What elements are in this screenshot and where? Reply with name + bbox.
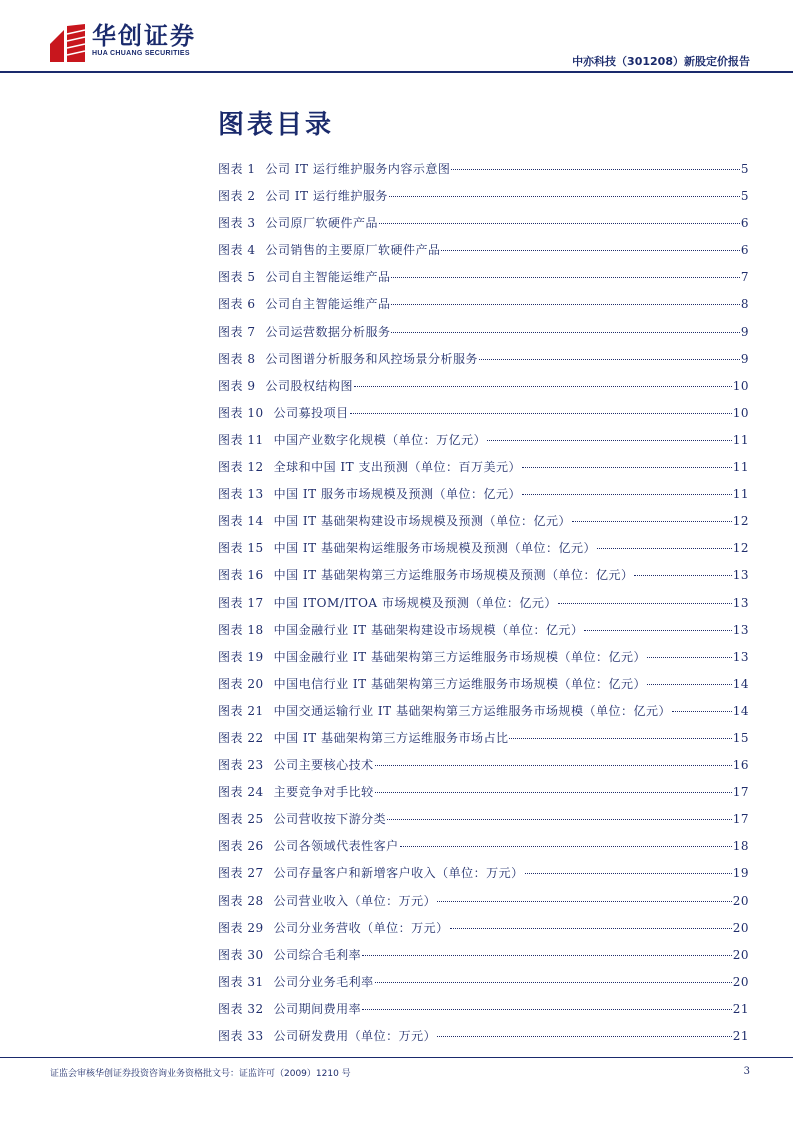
report-title: 中亦科技（301208）新股定价报告 [572, 55, 750, 68]
toc-entry-title: 全球和中国 IT 支出预测（单位：百万美元） [273, 460, 521, 475]
toc-entry-page: 8 [740, 297, 749, 312]
toc-dot-leader [389, 196, 740, 197]
toc-entry-title: 中国交通运输行业 IT 基础架构第三方运维服务市场规模（单位：亿元） [273, 703, 671, 718]
toc-entry[interactable] [218, 404, 749, 431]
toc-entry-number: 图表 9 [218, 378, 256, 393]
header-divider [0, 71, 793, 73]
toc-entry-page: 10 [732, 378, 749, 393]
toc-entry-number: 图表 12 [218, 460, 264, 475]
toc-entry[interactable] [218, 973, 749, 1000]
toc-entry-page: 5 [740, 189, 749, 204]
toc-entry-page: 13 [732, 649, 749, 664]
toc-dot-leader [522, 467, 732, 468]
toc-entry-number: 图表 6 [218, 297, 256, 312]
toc-dot-leader [387, 819, 732, 820]
toc-entry-number: 图表 17 [218, 595, 264, 610]
toc-entry-title: 公司研发费用（单位：万元） [273, 1029, 437, 1043]
toc-entry-number: 图表 16 [218, 568, 264, 583]
toc-entry-title: 中国 IT 基础架构第三方运维服务市场规模及预测（单位：亿元） [273, 568, 634, 583]
toc-entry-page: 18 [732, 839, 749, 854]
toc-entry-page: 13 [732, 595, 749, 610]
toc-entry-title: 公司自主智能运维产品 [265, 297, 391, 312]
toc-dot-leader [391, 304, 739, 305]
toc-dot-leader [375, 792, 732, 793]
toc-entry[interactable] [218, 214, 749, 241]
toc-dot-leader [647, 684, 732, 685]
toc-entry-title: 中国 IT 基础架构建设市场规模及预测（单位：亿元） [273, 514, 571, 529]
toc-entry-number: 图表 23 [218, 758, 264, 773]
toc-dot-leader [597, 548, 732, 549]
toc-entry-page: 16 [732, 758, 749, 773]
toc-dot-leader [672, 711, 732, 712]
toc-entry-page: 7 [740, 270, 749, 285]
toc-entry-number: 图表 7 [218, 324, 256, 339]
toc-entry-page: 21 [732, 1029, 749, 1043]
toc-entry-number: 图表 26 [218, 839, 264, 854]
toc-entry-title: 公司 IT 运行维护服务 [265, 189, 388, 204]
toc-entry-title: 公司主要核心技术 [273, 758, 374, 773]
toc-entry[interactable] [218, 864, 749, 891]
toc-entry-page: 17 [732, 812, 749, 827]
toc-entry-title: 公司 IT 运行维护服务内容示意图 [265, 162, 451, 176]
toc-entry[interactable] [218, 1027, 749, 1054]
toc-entry-page: 5 [740, 162, 749, 176]
table-of-figures [218, 160, 749, 1054]
page-header [0, 0, 793, 76]
toc-entry-title: 公司营收按下游分类 [273, 812, 387, 827]
toc-dot-leader [451, 169, 740, 170]
toc-entry[interactable] [218, 458, 749, 485]
toc-entry-number: 图表 24 [218, 785, 264, 800]
toc-dot-leader [437, 1036, 732, 1037]
toc-dot-leader [487, 440, 732, 441]
toc-entry[interactable] [218, 892, 749, 919]
toc-entry-title: 公司分业务营收（单位：万元） [273, 920, 449, 935]
toc-entry[interactable] [218, 648, 749, 675]
toc-entry-number: 图表 4 [218, 243, 256, 258]
page-number: 3 [743, 1066, 750, 1077]
toc-entry-page: 9 [740, 351, 749, 366]
toc-entry-page: 21 [732, 1001, 749, 1016]
toc-entry-number: 图表 32 [218, 1001, 264, 1016]
logo-chinese-name: 华创证券 [92, 22, 196, 50]
toc-dot-leader [509, 738, 731, 739]
toc-entry[interactable] [218, 783, 749, 810]
toc-entry-page: 11 [732, 432, 749, 447]
toc-entry-page: 12 [732, 514, 749, 529]
toc-dot-leader [525, 873, 732, 874]
toc-entry-number: 图表 13 [218, 487, 264, 502]
toc-dot-leader [350, 413, 732, 414]
footer-license-text: 证监会审核华创证券投资咨询业务资格批文号：证监许可（2009）1210 号 [50, 1069, 351, 1079]
toc-entry-title: 公司营业收入（单位：万元） [273, 893, 437, 908]
logo-mark-icon [50, 24, 86, 62]
toc-dot-leader [437, 901, 732, 902]
toc-entry-number: 图表 29 [218, 920, 264, 935]
toc-heading: 图表目录 [218, 110, 335, 140]
logo-english-name: HUA CHUANG SECURITIES [92, 50, 190, 57]
toc-dot-leader [647, 657, 732, 658]
toc-entry[interactable] [218, 729, 749, 756]
toc-entry-number: 图表 25 [218, 812, 264, 827]
toc-entry[interactable] [218, 295, 749, 322]
toc-entry-title: 公司图谱分析服务和风控场景分析服务 [265, 351, 478, 366]
toc-dot-leader [522, 494, 732, 495]
toc-entry[interactable] [218, 919, 749, 946]
toc-entry-number: 图表 8 [218, 351, 256, 366]
toc-entry-page: 20 [732, 920, 749, 935]
toc-entry-title: 中国 IT 基础架构第三方运维服务市场占比 [273, 730, 509, 745]
toc-entry-page: 17 [732, 785, 749, 800]
toc-entry-page: 20 [732, 974, 749, 989]
toc-entry-page: 19 [732, 866, 749, 881]
toc-entry[interactable] [218, 837, 749, 864]
company-logo [50, 24, 196, 62]
toc-entry-title: 中国电信行业 IT 基础架构第三方运维服务市场规模（单位：亿元） [273, 676, 646, 691]
toc-entry[interactable] [218, 350, 749, 377]
toc-entry[interactable] [218, 621, 749, 648]
toc-entry-page: 9 [740, 324, 749, 339]
toc-entry-title: 公司综合毛利率 [273, 947, 362, 962]
footer-divider [0, 1057, 793, 1058]
toc-entry-number: 图表 20 [218, 676, 264, 691]
toc-entry-title: 公司期间费用率 [273, 1001, 362, 1016]
toc-entry-title: 中国 IT 基础架构运维服务市场规模及预测（单位：亿元） [273, 541, 596, 556]
toc-entry-title: 公司运营数据分析服务 [265, 324, 391, 339]
toc-entry-number: 图表 30 [218, 947, 264, 962]
toc-entry-page: 11 [732, 487, 749, 502]
toc-entry-number: 图表 2 [218, 189, 256, 204]
toc-entry-page: 6 [740, 243, 749, 258]
toc-entry-title: 主要竞争对手比较 [273, 785, 374, 800]
toc-entry[interactable] [218, 946, 749, 973]
toc-entry-page: 13 [732, 568, 749, 583]
toc-entry-title: 中国金融行业 IT 基础架构第三方运维服务市场规模（单位：亿元） [273, 649, 646, 664]
toc-dot-leader [391, 277, 739, 278]
toc-entry-title: 公司股权结构图 [265, 378, 353, 393]
toc-entry[interactable] [218, 675, 749, 702]
toc-entry-page: 6 [740, 216, 749, 231]
toc-entry-number: 图表 11 [218, 432, 264, 447]
toc-dot-leader [379, 223, 740, 224]
toc-entry[interactable] [218, 810, 749, 837]
toc-entry-number: 图表 3 [218, 216, 256, 231]
toc-dot-leader [375, 765, 732, 766]
toc-entry-number: 图表 10 [218, 405, 264, 420]
toc-entry[interactable] [218, 187, 749, 214]
toc-dot-leader [572, 521, 732, 522]
toc-entry[interactable] [218, 594, 749, 621]
toc-entry[interactable] [218, 702, 749, 729]
toc-entry-title: 中国金融行业 IT 基础架构建设市场规模（单位：亿元） [273, 622, 584, 637]
toc-dot-leader [450, 928, 732, 929]
toc-entry[interactable] [218, 566, 749, 593]
toc-entry-number: 图表 19 [218, 649, 264, 664]
toc-entry-number: 图表 14 [218, 514, 264, 529]
toc-entry-number: 图表 21 [218, 703, 264, 718]
toc-entry-page: 14 [732, 703, 749, 718]
toc-entry-number: 图表 5 [218, 270, 256, 285]
toc-entry-title: 公司自主智能运维产品 [265, 270, 391, 285]
toc-entry-page: 10 [732, 405, 749, 420]
toc-entry-page: 13 [732, 622, 749, 637]
toc-entry-page: 14 [732, 676, 749, 691]
toc-dot-leader [634, 575, 731, 576]
toc-entry-title: 公司销售的主要原厂软硬件产品 [265, 243, 441, 258]
toc-entry-title: 中国 ITOM/ITOA 市场规模及预测（单位：亿元） [273, 595, 557, 610]
toc-entry[interactable] [218, 431, 749, 458]
toc-entry-number: 图表 31 [218, 974, 264, 989]
toc-entry-title: 公司分业务毛利率 [273, 974, 374, 989]
toc-dot-leader [584, 630, 731, 631]
toc-entry[interactable] [218, 485, 749, 512]
toc-entry-title: 公司存量客户和新增客户收入（单位：万元） [273, 866, 524, 881]
toc-entry-number: 图表 33 [218, 1029, 264, 1043]
toc-dot-leader [391, 332, 739, 333]
toc-entry[interactable] [218, 1000, 749, 1027]
toc-entry[interactable] [218, 241, 749, 268]
toc-entry[interactable] [218, 756, 749, 783]
toc-dot-leader [362, 1009, 732, 1010]
toc-entry-number: 图表 18 [218, 622, 264, 637]
toc-entry-page: 20 [732, 947, 749, 962]
toc-entry-number: 图表 1 [218, 162, 256, 176]
toc-entry[interactable] [218, 539, 749, 566]
toc-entry[interactable] [218, 512, 749, 539]
toc-entry-number: 图表 15 [218, 541, 264, 556]
toc-entry-number: 图表 22 [218, 730, 264, 745]
toc-entry-title: 公司各领域代表性客户 [273, 839, 399, 854]
toc-entry[interactable] [218, 268, 749, 295]
toc-dot-leader [441, 250, 739, 251]
toc-entry-title: 中国 IT 服务市场规模及预测（单位：亿元） [273, 487, 521, 502]
toc-entry-page: 12 [732, 541, 749, 556]
toc-entry[interactable] [218, 160, 749, 187]
toc-dot-leader [354, 386, 732, 387]
toc-entry-title: 公司原厂软硬件产品 [265, 216, 378, 231]
toc-entry-page: 15 [732, 730, 749, 745]
toc-entry-number: 图表 28 [218, 893, 264, 908]
toc-entry-page: 20 [732, 893, 749, 908]
toc-entry[interactable] [218, 323, 749, 350]
toc-entry-page: 11 [732, 460, 749, 475]
toc-entry-number: 图表 27 [218, 866, 264, 881]
toc-entry[interactable] [218, 377, 749, 404]
toc-dot-leader [362, 955, 732, 956]
toc-entry-title: 公司募投项目 [273, 405, 349, 420]
toc-dot-leader [400, 846, 732, 847]
toc-entry-title: 中国产业数字化规模（单位：万亿元） [273, 432, 487, 447]
toc-dot-leader [479, 359, 740, 360]
toc-dot-leader [375, 982, 732, 983]
toc-dot-leader [558, 603, 732, 604]
